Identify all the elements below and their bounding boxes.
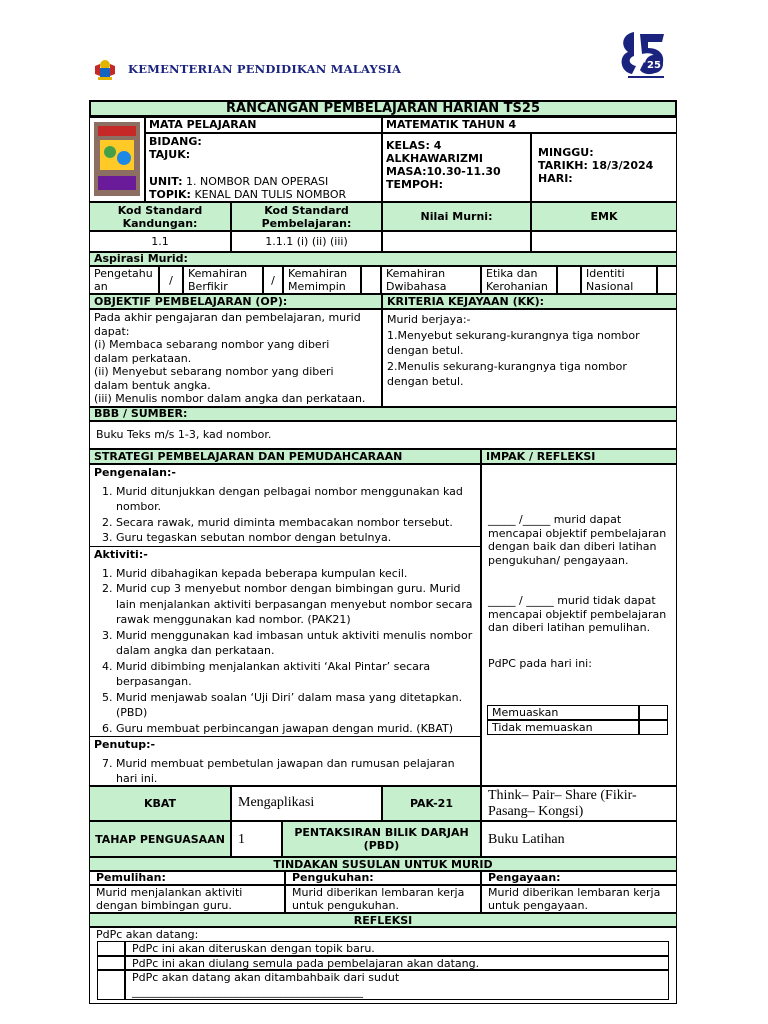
option-memuaskan: Memuaskan (487, 705, 639, 720)
pbd-value: Buku Latihan (481, 821, 677, 857)
date-cell (531, 133, 677, 202)
book-cover-icon (92, 120, 142, 198)
refleksi-intro: PdPc akan datang: (96, 928, 199, 941)
emk-value (531, 231, 677, 252)
page-header (0, 0, 768, 100)
aspirasi-item-memimpin: Kemahiran Memimpin (283, 266, 361, 294)
refleksi-option-2: PdPc ini akan diulang semula pada pembelajaran akan datang. (125, 956, 669, 970)
tempoh-label: TEMPOH: (386, 178, 443, 191)
topik-value: KENAL DAN TULIS NOMBOR (194, 188, 347, 201)
pak-label: PAK-21 (382, 786, 481, 821)
ksk-label: Kod Standard Kandungan: (89, 202, 231, 231)
pbd-label: PENTAKSIRAN BILIK DARJAH (PBD) (282, 821, 481, 857)
aspirasi-item-kerohanian: Etika dan Kerohanian (481, 266, 557, 294)
pengayaan-label: Pengayaan: (481, 871, 677, 885)
aspirasi-item-pengetahuan: Pengetahu an (89, 266, 159, 294)
textbook-cover (89, 117, 145, 202)
list-item: 2. Murid cup 3 menyebut nombor dengan bimbingan guru. Murid lain menjalankan aktiviti berpasangan menyebut nombor secara rawak menggunakan kad nombor. (PAK21) (116, 581, 476, 628)
list-item: 5. Murid menjawab soalan ‘Uji Diri’ dalam masa yang ditetapkan. (PBD) (116, 690, 476, 721)
aktiviti-label: Aktiviti:- (94, 548, 148, 561)
kriteria-text: Murid berjaya:- 1.Menyebut sekurang-kurangnya tiga nombor dengan betul. 2.Menulis sekurang-kurangnya tiga nombor dengan betul. (382, 309, 677, 407)
checkbox-memuaskan[interactable] (639, 705, 668, 720)
kbat-value: Mengaplikasi (231, 786, 382, 821)
strategi-label: STRATEGI PEMBELAJARAN DAN PEMUDAHCARAAN (89, 449, 481, 464)
ts25-logo-icon (614, 26, 670, 82)
checkbox-refleksi-3[interactable] (97, 970, 125, 1000)
impak-text-2: _____ / _____ murid tidak dapat mencapai objektif pembelajaran dan diberi latihan pemulihan. (488, 594, 667, 634)
penutup-section (89, 736, 481, 786)
aspirasi-mark-3[interactable] (361, 266, 381, 294)
pengukuhan-label: Pengukuhan: (285, 871, 481, 885)
unit-label: UNIT: (149, 175, 183, 188)
nilai-value (382, 231, 531, 252)
masa-label: MASA:10.30-11.30 (386, 165, 501, 178)
pemulihan-label: Pemulihan: (89, 871, 285, 885)
checkbox-tidak-memuaskan[interactable] (639, 720, 668, 735)
pemulihan-value: Murid menjalankan aktiviti dengan bimbingan guru. (89, 885, 285, 913)
list-item: 7. Murid membuat pembetulan jawapan dan rumusan pelajaran hari ini. (116, 756, 476, 787)
tahap-label: TAHAP PENGUASAAN (89, 821, 231, 857)
pak-value: Think– Pair– Share (Fikir-Pasang– Kongsi) (481, 786, 677, 821)
list-item: 3. Guru tegaskan sebutan nombor dengan betulnya. (116, 530, 476, 546)
ksp-value: 1.1.1 (i) (ii) (iii) (231, 231, 382, 252)
option-tidak-memuaskan: Tidak memuaskan (487, 720, 639, 735)
unit-value: 1. NOMBOR DAN OPERASI (186, 175, 329, 188)
refleksi-option-1: PdPc ini akan diteruskan dengan topik baru. (125, 941, 669, 956)
pengayaan-value: Murid diberikan lembaran kerja untuk pengayaan. (481, 885, 677, 913)
aspirasi-mark-2[interactable]: / (263, 266, 283, 294)
bbb-label: BBB / SUMBER: (89, 407, 677, 421)
objektif-text: Pada akhir pengajaran dan pembelajaran, murid dapat: (i) Membaca sebarang nombor yang diberi dalam perkataan. (ii) Menyebut sebarang nombor yang diberi dalam bentuk angka. (iii) Menulis nombor dalam angka dan perkataan. (89, 309, 382, 407)
kbat-label: KBAT (89, 786, 231, 821)
subject-label: MATA PELAJARAN (145, 117, 382, 133)
aspirasi-label: Aspirasi Murid: (89, 252, 677, 266)
kriteria-label: KRITERIA KEJAYAAN (KK): (382, 294, 677, 309)
bidang-label: BIDANG: (149, 135, 202, 148)
refleksi-option-3: PdPc akan datang akan ditambahbaik dari sudut __________________________________________ (125, 970, 669, 1000)
minggu-label: MINGGU: (538, 146, 594, 159)
hari-label: HARI: (538, 172, 573, 185)
checkbox-refleksi-2[interactable] (97, 956, 125, 970)
logo-number: 25 (647, 60, 661, 71)
checkbox-refleksi-1[interactable] (97, 941, 125, 956)
refleksi-label: REFLEKSI (89, 913, 677, 927)
lesson-plan-table (89, 100, 677, 1004)
aktiviti-section (89, 546, 481, 736)
class-cell (382, 133, 531, 202)
list-item: 6. Guru membuat perbincangan jawapan dengan murid. (KBAT) (116, 721, 476, 737)
topik-label: TOPIK: (149, 188, 191, 201)
ksk-value: 1.1 (89, 231, 231, 252)
aspirasi-mark-6[interactable] (657, 266, 677, 294)
tajuk-label: TAJUK: (149, 148, 191, 161)
list-item: 2. Secara rawak, murid diminta membacakan nombor tersebut. (116, 515, 476, 531)
impak-section (481, 464, 677, 786)
topic-cell (145, 133, 382, 202)
aspirasi-mark-1[interactable]: / (159, 266, 183, 294)
nilai-label: Nilai Murni: (382, 202, 531, 231)
pengukuhan-value: Murid diberikan lembaran kerja untuk pengukuhan. (285, 885, 481, 913)
aspirasi-item-dwibahasa: Kemahiran Dwibahasa (381, 266, 481, 294)
pdpc-label: PdPC pada hari ini: (488, 656, 592, 670)
ksp-label: Kod Standard Pembelajaran: (231, 202, 382, 231)
aspirasi-mark-5[interactable] (557, 266, 581, 294)
list-item: 1. Murid dibahagikan kepada beberapa kumpulan kecil. (116, 566, 476, 582)
plan-title: RANCANGAN PEMBELAJARAN HARIAN TS25 (89, 100, 677, 117)
aspirasi-item-nasional: Identiti Nasional (581, 266, 657, 294)
kelas-name: ALKHAWARIZMI (386, 152, 484, 165)
objektif-label: OBJEKTIF PEMBELAJARAN (OP): (89, 294, 382, 309)
subject-value: MATEMATIK TAHUN 4 (382, 117, 677, 133)
impak-label: IMPAK / REFLEKSI (481, 449, 677, 464)
tindakan-label: TINDAKAN SUSULAN UNTUK MURID (89, 857, 677, 871)
bbb-value: Buku Teks m/s 1-3, kad nombor. (89, 421, 677, 449)
list-item: 4. Murid dibimbing menjalankan aktiviti ‘Akal Pintar’ secara berpasangan. (116, 659, 476, 690)
aspirasi-item-berfikir: Kemahiran Berfikir (183, 266, 263, 294)
kelas-label: KELAS: 4 (386, 139, 442, 152)
pengenalan-label: Pengenalan:- (94, 466, 176, 479)
impak-text-1: _____ /_____ murid dapat mencapai objektif pembelajaran dengan baik dan diberi latihan pengukuhan/ pengayaan. (488, 513, 667, 567)
pengenalan-section (89, 464, 481, 546)
tahap-value: 1 (231, 821, 282, 857)
tarikh-label: TARIKH: 18/3/2024 (538, 159, 654, 172)
emk-label: EMK (531, 202, 677, 231)
ministry-name: KEMENTERIAN PENDIDIKAN MALAYSIA (128, 62, 402, 76)
blank-line[interactable]: __________________________________________ (132, 985, 363, 998)
list-item: 3. Murid menggunakan kad imbasan untuk aktiviti menulis nombor dalam angka dan perkataan. (116, 628, 476, 659)
penutup-label: Penutup:- (94, 738, 156, 751)
list-item: 1. Murid ditunjukkan dengan pelbagai nombor menggunakan kad nombor. (116, 484, 476, 515)
malaysia-crest-icon (92, 56, 118, 82)
